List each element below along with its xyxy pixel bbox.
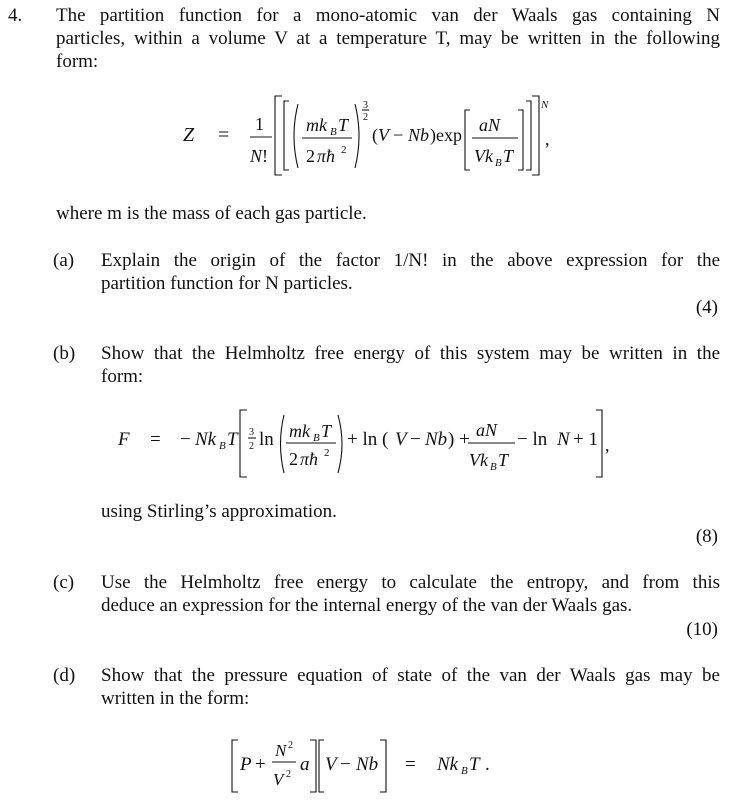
svg-text:3: 3	[249, 427, 254, 438]
svg-text:T: T	[498, 450, 509, 470]
intro-line-2: particles, within a volume V at a temperature T, may be written in the following	[56, 27, 720, 49]
svg-text:2: 2	[324, 447, 330, 459]
svg-text:aN: aN	[479, 115, 501, 135]
intro-line-1: The partition function for a mono-atomic van der Waals gas containing N	[56, 5, 720, 26]
svg-text:mk: mk	[289, 421, 310, 441]
partition-function-equation	[183, 96, 550, 175]
svg-text:2: 2	[249, 441, 254, 452]
part-c-line-2: deduce an expression for the internal energy of the van der Waals gas.	[101, 594, 633, 616]
svg-text:Nb: Nb	[425, 429, 448, 450]
svg-text:.: .	[485, 754, 490, 775]
svg-text:=: =	[218, 124, 230, 146]
svg-text:B: B	[495, 157, 502, 169]
svg-text:!: !	[262, 146, 268, 166]
svg-text:−: −	[410, 429, 421, 450]
svg-text:2: 2	[286, 769, 291, 780]
part-d-line-1: Show that the pressure equation of state of the van der Waals gas may be	[101, 665, 720, 686]
svg-text:V: V	[395, 429, 407, 450]
svg-text:F: F	[118, 429, 130, 450]
svg-text:B: B	[490, 461, 497, 473]
svg-text:+ ln (: + ln (	[347, 429, 389, 450]
svg-text:T: T	[469, 754, 480, 775]
svg-text:2: 2	[306, 146, 315, 166]
part-d-text	[101, 665, 720, 711]
part-c-label: (c)	[53, 572, 75, 593]
svg-text:a: a	[300, 754, 310, 775]
svg-text:)exp: )exp	[430, 125, 462, 145]
part-a-marks: (4)	[695, 297, 718, 318]
svg-text:2: 2	[289, 449, 298, 469]
part-d-label: (d)	[53, 665, 76, 686]
svg-text:1: 1	[255, 114, 264, 134]
svg-text:V: V	[325, 754, 337, 775]
svg-text:+ 1: + 1	[573, 429, 598, 450]
svg-text:T: T	[503, 146, 514, 166]
svg-text:mk: mk	[306, 115, 327, 135]
part-a-label: (a)	[53, 250, 75, 271]
part-a-line-2: partition function for N particles.	[101, 272, 353, 294]
svg-text:+: +	[255, 754, 266, 775]
equation-of-state	[232, 740, 490, 792]
svg-text:− ln: − ln	[517, 429, 548, 450]
part-b-after: using Stirling’s approximation.	[101, 501, 337, 522]
svg-text:2: 2	[363, 112, 368, 123]
question-number: 4.	[8, 5, 23, 26]
part-b-line-2: form:	[101, 365, 144, 387]
svg-text:ln: ln	[259, 429, 274, 450]
svg-text:N: N	[557, 429, 570, 450]
part-b-marks: (8)	[695, 526, 718, 547]
svg-text:V: V	[273, 770, 284, 789]
where-text: where m is the mass of each gas particle.	[56, 203, 367, 224]
part-b-text	[101, 343, 720, 389]
svg-text:,: ,	[605, 435, 610, 455]
svg-text:B: B	[330, 126, 337, 138]
svg-text:πħ: πħ	[300, 449, 319, 469]
part-b-label: (b)	[53, 343, 76, 364]
svg-text:2: 2	[288, 740, 293, 751]
part-c-line-1: Use the Helmholtz free energy to calculate the entropy, and from this	[101, 572, 720, 593]
svg-text:Nb: Nb	[408, 125, 430, 145]
part-a-text	[101, 250, 720, 296]
svg-text:3: 3	[363, 100, 368, 111]
svg-text:Z: Z	[183, 124, 195, 146]
svg-text:Nb: Nb	[356, 754, 379, 775]
svg-text:−: −	[340, 754, 351, 775]
svg-text:Vk: Vk	[474, 146, 493, 166]
svg-text:B: B	[313, 432, 320, 444]
svg-text:Nk: Nk	[437, 754, 459, 775]
part-b-line-1: Show that the Helmholtz free energy of this system may be written in the	[101, 343, 720, 364]
free-energy-equation	[117, 410, 610, 477]
svg-text:B: B	[461, 765, 468, 777]
svg-text:Nk: Nk	[195, 429, 217, 450]
svg-text:P: P	[240, 754, 252, 775]
svg-text:,: ,	[545, 129, 550, 149]
svg-text:=: =	[405, 754, 416, 775]
svg-text:Vk: Vk	[469, 450, 488, 470]
part-c-marks: (10)	[686, 619, 718, 640]
svg-text:2: 2	[341, 144, 347, 156]
svg-text:(: (	[372, 125, 378, 145]
svg-text:T: T	[227, 429, 238, 450]
part-c-text	[101, 572, 720, 618]
svg-text:V: V	[378, 125, 389, 145]
svg-text:−: −	[180, 429, 191, 450]
svg-text:πħ: πħ	[317, 146, 336, 166]
part-a-line-1: Explain the origin of the factor 1/N! in the above expression for the	[101, 250, 720, 271]
intro-line-3: form:	[56, 50, 99, 72]
svg-text:) +: ) +	[448, 429, 470, 450]
svg-text:N: N	[250, 146, 263, 166]
svg-text:aN: aN	[476, 420, 498, 440]
svg-text:B: B	[219, 440, 226, 452]
svg-text:T: T	[321, 421, 332, 441]
part-d-line-2: written in the form:	[101, 687, 250, 709]
svg-text:N: N	[275, 741, 287, 760]
svg-text:N: N	[541, 99, 549, 111]
svg-text:T: T	[338, 115, 349, 135]
svg-text:−: −	[393, 125, 404, 145]
svg-text:=: =	[150, 429, 161, 450]
